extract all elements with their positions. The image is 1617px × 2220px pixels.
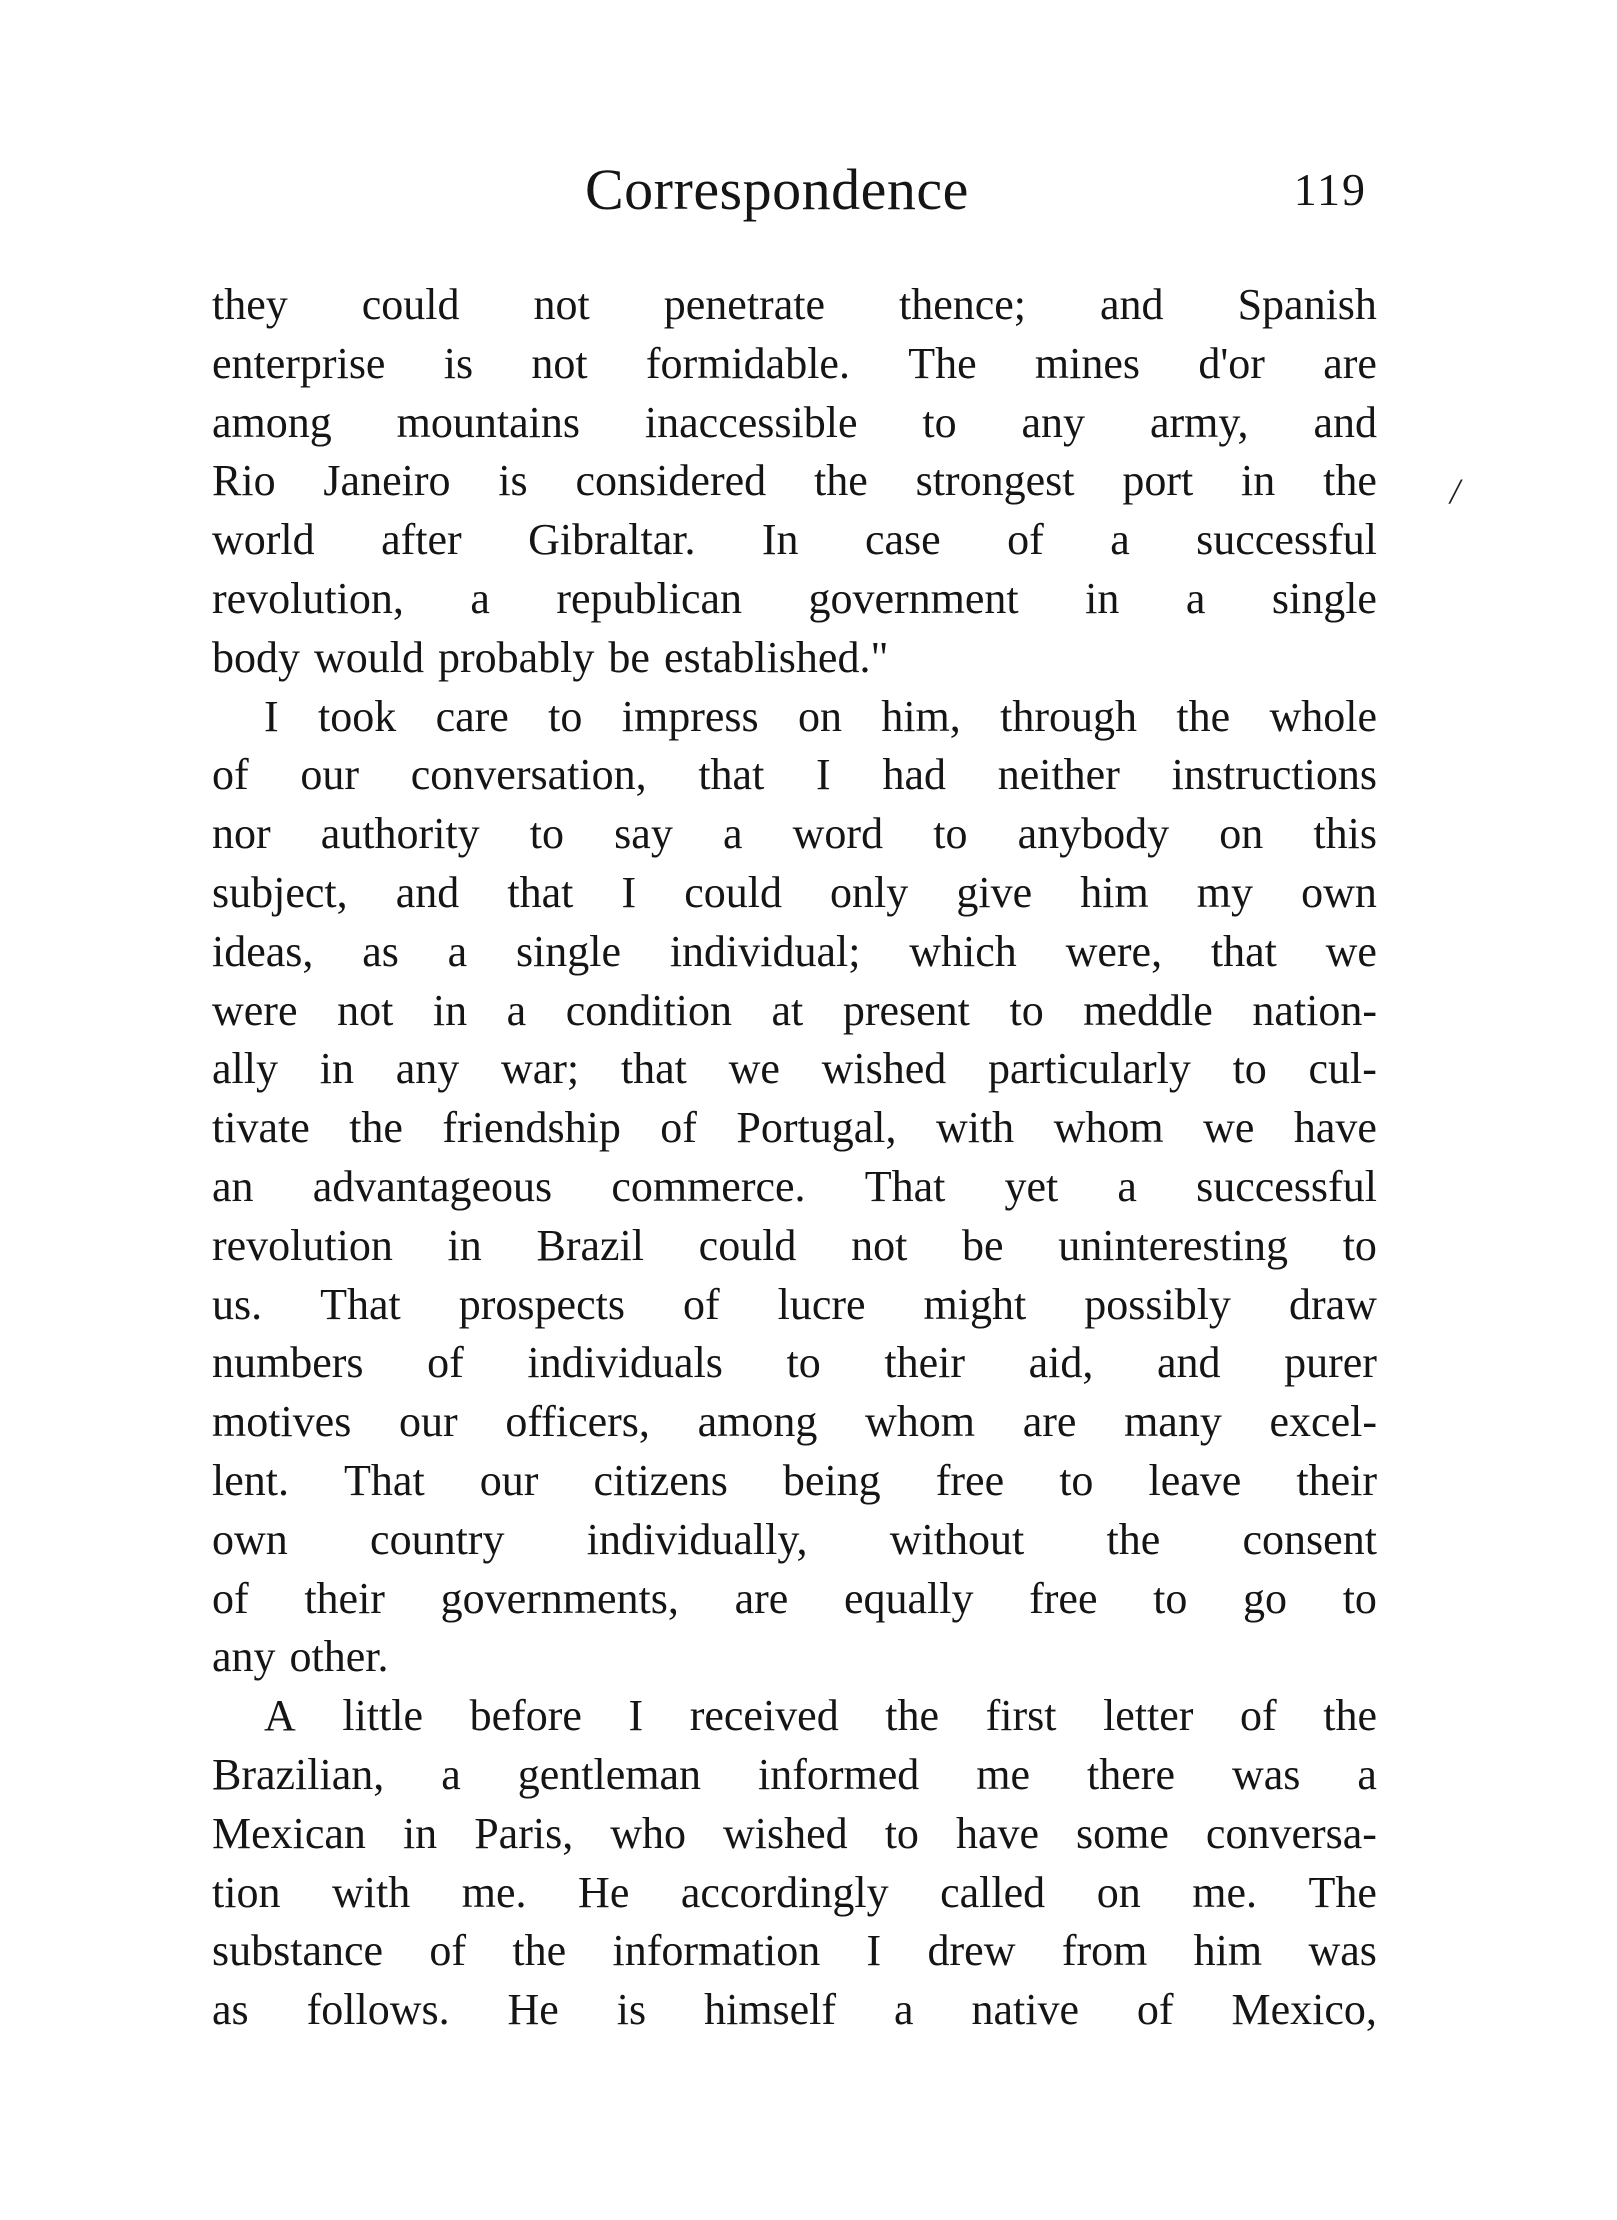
text-line: they could not penetrate thence; and Spanish (212, 280, 1377, 329)
text-line: world after Gibraltar. In case of a successful (212, 515, 1377, 565)
page-number: 119 (1293, 164, 1367, 215)
text-line: of our conversation, that I had neither instructions (212, 750, 1377, 800)
text-line: ally in any war; that we wished particularly to cul- (212, 1044, 1377, 1094)
text-line: as follows. He is himself a native of Mexico, (212, 1985, 1377, 2035)
page-title: Correspondence (585, 157, 969, 222)
text-line: an advantageous commerce. That yet a successful (212, 1161, 1377, 1211)
text-line: substance of the information I drew from him was (212, 1926, 1377, 1976)
text-line: own country individually, without the consent (212, 1514, 1377, 1564)
text-line: motives our officers, among whom are many excel- (212, 1397, 1377, 1447)
text-line: subject, and that I could only give him my own (212, 867, 1377, 917)
text-line: Mexican in Paris, who wished to have some conversa- (212, 1808, 1377, 1858)
text-line: us. That prospects of lucre might possibly draw (212, 1279, 1377, 1329)
text-line: Rio Janeiro is considered the strongest port in the (212, 456, 1377, 506)
text-line: Brazilian, a gentleman informed me there was a (212, 1749, 1377, 1799)
text-line: tion with me. He accordingly called on me. The (212, 1867, 1377, 1917)
text-line: revolution in Brazil could not be uninteresting to (212, 1220, 1377, 1270)
text-line: enterprise is not formidable. The mines d'or are (212, 338, 1377, 388)
margin-mark: / (1450, 471, 1461, 511)
text-line: of their governments, are equally free to go to (212, 1573, 1377, 1623)
text-line: body would probably be established." (212, 632, 889, 682)
text-line: were not in a condition at present to meddle nation- (212, 985, 1377, 1035)
text-line: A little before I received the first letter of the (264, 1691, 1377, 1741)
body-text (212, 276, 1377, 2040)
text-line: ideas, as a single individual; which were, that we (212, 926, 1377, 976)
text-line: nor authority to say a word to anybody on this (212, 809, 1377, 859)
text-line: tivate the friendship of Portugal, with whom we have (212, 1103, 1377, 1153)
paragraph (212, 1687, 1377, 2040)
text-line: revolution, a republican government in a single (212, 573, 1377, 623)
text-line: lent. That our citizens being free to leave their (212, 1455, 1377, 1505)
text-line: I took care to impress on him, through the whole (264, 691, 1377, 741)
running-head (0, 150, 1617, 230)
text-line: among mountains inaccessible to any army, and (212, 397, 1377, 447)
paragraph (212, 276, 1377, 688)
text-line: any other. (212, 1632, 389, 1682)
paragraph (212, 688, 1377, 1688)
text-line: numbers of individuals to their aid, and purer (212, 1338, 1377, 1388)
